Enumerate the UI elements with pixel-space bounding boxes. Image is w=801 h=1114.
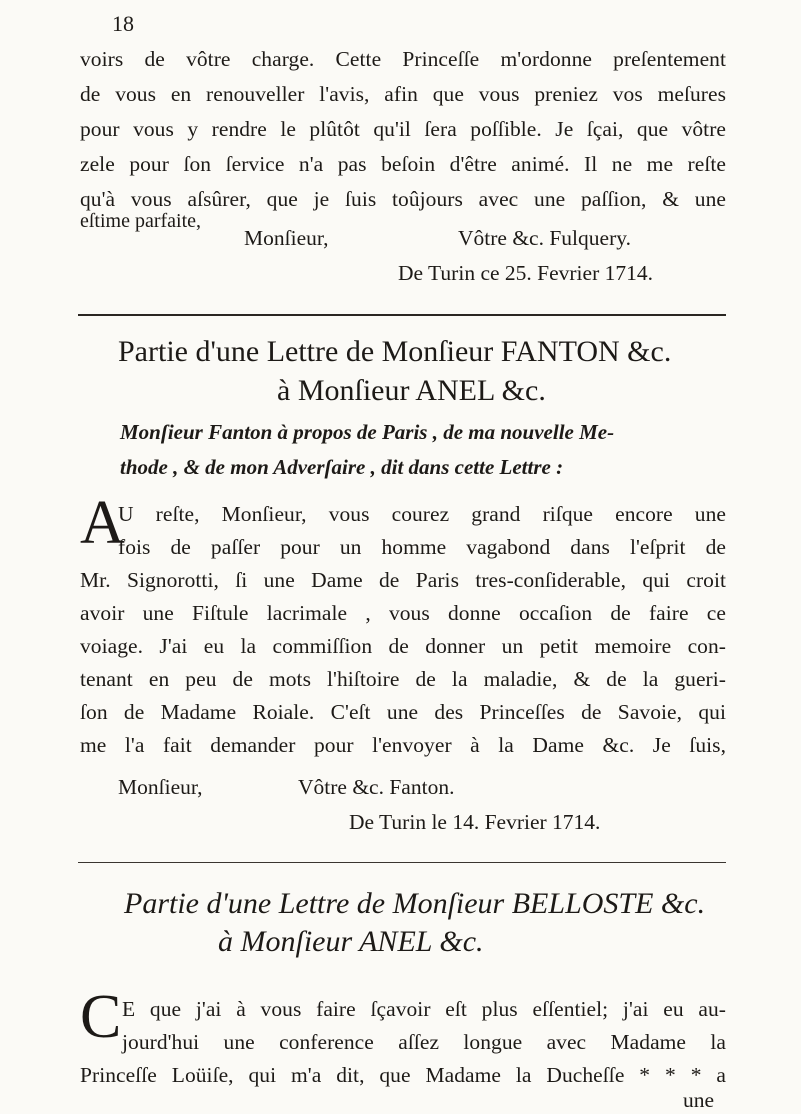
section-title: à Monſieur ANEL &c. — [218, 925, 484, 958]
section-subtitle: thode , & de mon Adverſaire , dit dans cette Lettre : — [120, 455, 564, 479]
text-line: zele pour ſon ſervice n'a pas beſoin d'être animé. Il ne me reſte — [80, 152, 726, 176]
letter-date: De Turin le 14. Fevrier 1714. — [349, 810, 601, 834]
section-title: à Monſieur ANEL &c. — [277, 374, 546, 407]
text-line: de vous en renouveller l'avis, afin que vous preniez vos meſures — [80, 82, 726, 106]
text-line: U reſte, Monſieur, vous courez grand riſque encore une — [118, 502, 726, 526]
text-line: voiage. J'ai eu la commiſſion de donner un petit memoire con- — [80, 634, 726, 658]
page-number: 18 — [112, 11, 134, 36]
signature-salutation: Monſieur, — [244, 226, 329, 250]
text-line: qu'à vous aſsûrer, que je ſuis toûjours avec une paſſion, & une — [80, 187, 726, 211]
signature-name: Vôtre &c. Fanton. — [298, 775, 455, 799]
drop-cap: A — [80, 489, 125, 557]
letter-date: De Turin ce 25. Fevrier 1714. — [398, 261, 653, 285]
text-line: Princeſſe Loüiſe, qui m'a dit, que Madame la Ducheſſe * * * a — [80, 1063, 726, 1087]
text-line: tenant en peu de mots l'hiſtoire de la maladie, & de la gueri- — [80, 667, 726, 691]
signature-salutation: Monſieur, — [118, 775, 203, 799]
text-line: pour vous y rendre le plûtôt qu'il ſera poſſible. Je ſçai, que vôtre — [80, 117, 726, 141]
section-divider — [78, 862, 726, 863]
text-line: jourd'hui une conference aſſez longue avec Madame la — [122, 1030, 726, 1054]
text-line: me l'a fait demander pour l'envoyer à la Dame &c. Je ſuis, — [80, 733, 726, 757]
text-line: voirs de vôtre charge. Cette Princeſſe m'ordonne preſentement — [80, 47, 726, 71]
section-title: Partie d'une Lettre de Monſieur BELLOSTE &c. — [124, 887, 706, 920]
text-line: eſtime parfaite, — [80, 210, 202, 232]
section-subtitle: Monſieur Fanton à propos de Paris , de ma nouvelle Me- — [120, 420, 615, 444]
text-line: avoir une Fiſtule lacrimale , vous donne occaſion de faire ce — [80, 601, 726, 625]
text-line: ſon de Madame Roiale. C'eſt une des Princeſſes de Savoie, qui — [80, 700, 726, 724]
text-line: fois de paſſer pour un homme vagabond dans l'eſprit de — [118, 535, 726, 559]
drop-cap: C — [80, 983, 122, 1051]
section-title: Partie d'une Lettre de Monſieur FANTON &c. — [118, 335, 672, 368]
section-divider — [78, 314, 726, 316]
text-line: E que j'ai à vous faire ſçavoir eſt plus eſſentiel; j'ai eu au- — [122, 997, 726, 1021]
catchword: une — [683, 1088, 715, 1112]
signature-name: Vôtre &c. Fulquery. — [458, 226, 631, 250]
text-line: Mr. Signorotti, ſi une Dame de Paris tres-conſiderable, qui croit — [80, 568, 726, 592]
